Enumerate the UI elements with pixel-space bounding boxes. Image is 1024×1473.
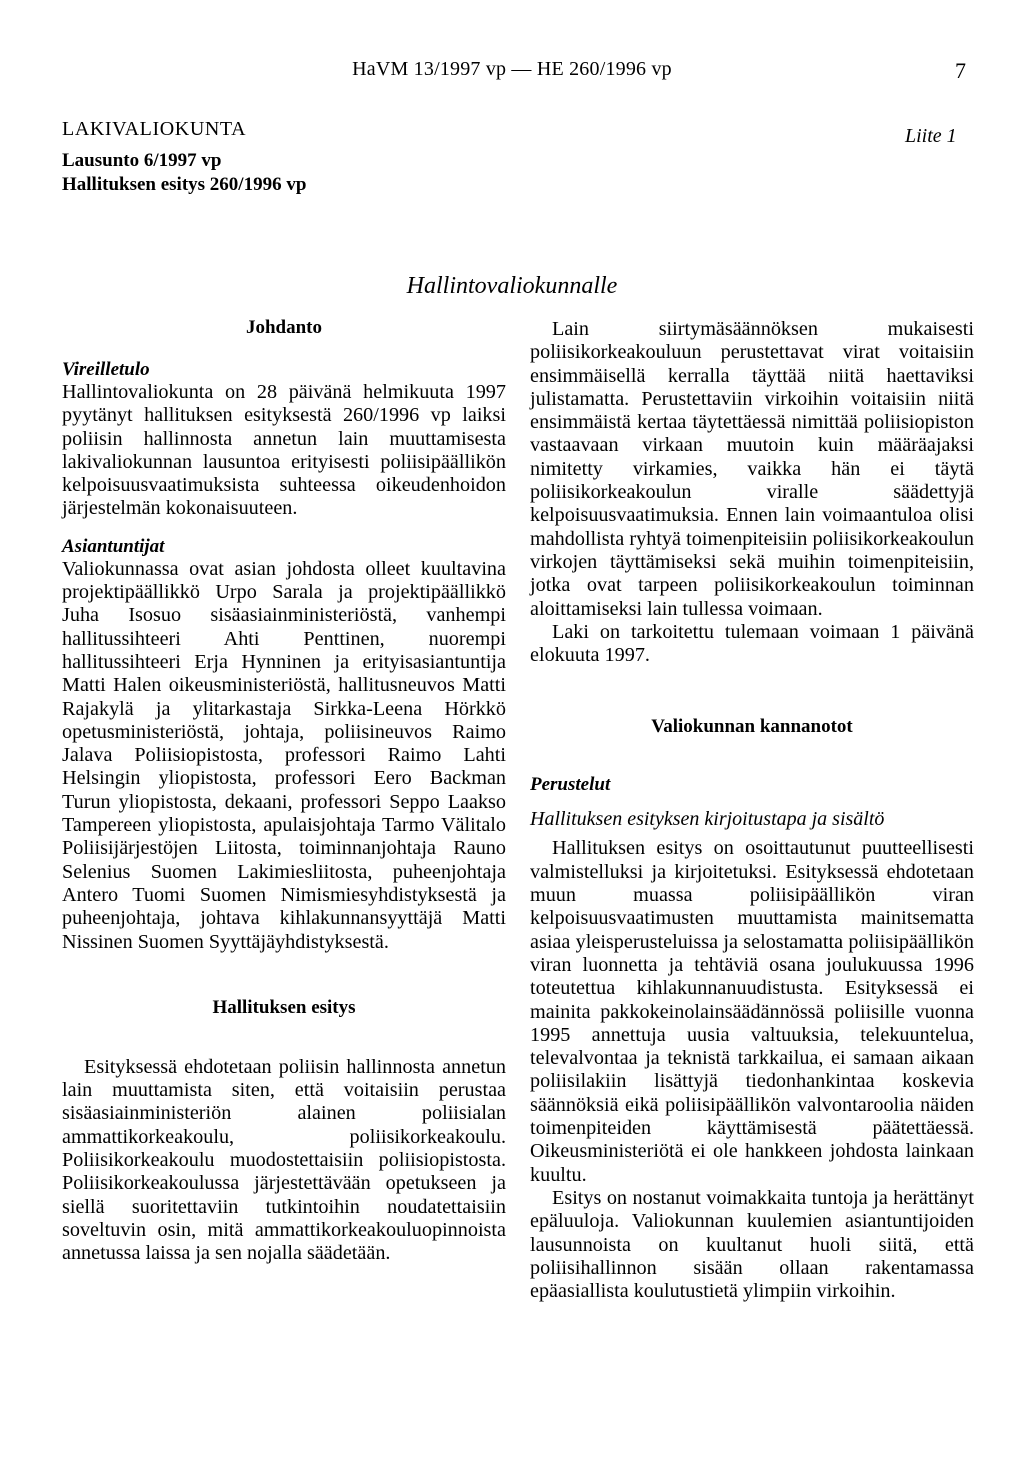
positions-heading: Valiokunnan kannanotot xyxy=(651,716,853,738)
addressee: Hallintovaliokunnalle xyxy=(406,273,618,299)
drafting-heading: Hallituksen esityksen kirjoitustapa ja sisältö xyxy=(530,808,885,831)
drafting-paragraph-1: Hallituksen esitys on osoittautunut puutteellisesti valmistelluksi ja kirjoitetuksi. Esityksessä ehdotetaan muun muassa poliisipäällikön viran kelpoisuusvaatimusten muuttamista mainitsematta asiaa yleisperusteluissa ja selostamatta poliisipäällikön viran luonnetta ja tehtäviä osana joulukuussa 1996 toteutettua kihlakunnanuudistusta. Esityksessä ei mainita pakkokeinolainsäädännössä poliisille vuonna 1995 annettuja uusia valtuuksia, telekuuntelua, televalvontaa ja teknistä tarkkailua, ei samaan aikaan poliisilakiin lisättyjä tiedonhankintaa koskevia säännöksiä eikä poliisipäällikön valvontaroolia näiden toimenpiteiden käyttämisestä päätettäessä. Oikeusministeriötä ei ole hankkeen johdosta lainkaan kuultu. xyxy=(530,837,974,1186)
drafting-paragraph-2: Esitys on nostanut voimakkaita tuntoja ja herättänyt epäluuloja. Valiokunnan kuulemien asiantuntijoiden lausunnoista on kuultanut huoli siitä, että poliisihallinnon sisään ollaan rakentamassa epäasiallista koulutustietä ylimpiin virkoihin. xyxy=(530,1186,974,1303)
perustelut-heading: Perustelut xyxy=(530,774,611,796)
proposal-heading: Hallituksen esitys xyxy=(212,996,356,1018)
intro-heading: Johdanto xyxy=(245,317,323,338)
left-column xyxy=(62,316,506,1266)
experts-paragraph: Valiokunnassa ovat asian johdosta olleet kuultavina projektipäällikkö Urpo Sarala ja projektipäällikkö Juha Isosuo sisäasiainministeriöstä, vanhempi hallitussihteeri Ahti Penttinen, nuorempi hallitussihteeri Erja Hynninen ja erityisasiantuntija Matti Halen oikeusministeriöstä, hallitusneuvos Matti Rajakylä ja ylitarkastaja Sirkka-Leena Hörkkö opetusministeriöstä, johtaja, poliisineuvos Raimo Jalava Poliisiopistosta, professori Raimo Lahti Helsingin yliopistosta, professori Eero Backman Turun yliopistosta, dekaani, professori Seppo Laakso Tampereen yliopistosta, apulaisjohtaja Tarmo Välitalo Poliisijärjestöjen Liitosta, toiminnanjohtaja Rauno Selenius Suomen Lakimiesliitosta, puheenjohtaja Antero Tuomi Suomen Nimismiesyhdistyksestä ja puheenjohtaja, johtava kihlakunnansyyttäjä Matti Nissinen Suomen Syyttäjäyhdistyksestä. xyxy=(62,557,506,953)
vireilletulo-paragraph: Hallintovaliokunta on 28 päivänä helmikuuta 1997 pyytänyt hallituksen esityksestä 260/1996 vp laiksi poliisin hallinnosta annetun lain muuttamisesta lakivaliokunnan lausuntoa erityisesti poliisipäällikön kelpoisuusvaatimuksista suhteessa oikeudenhoidon järjestelmän kokonaisuuteen. xyxy=(62,381,506,520)
transition-paragraph-2: Laki on tarkoitettu tulemaan voimaan 1 päivänä elokuuta 1997. xyxy=(530,620,974,667)
proposal-reference: Hallituksen esitys 260/1996 vp xyxy=(62,174,307,195)
committee-name: LAKIVALIOKUNTA xyxy=(62,118,247,140)
running-header: HaVM 13/1997 vp — HE 260/1996 vp xyxy=(352,58,672,80)
appendix-label: Liite 1 xyxy=(905,125,957,147)
transition-paragraph-1: Lain siirtymäsäännöksen mukaisesti poliisikorkeakouluun perustettavat virat voitaisiin ensimmäisellä kerralla täyttää niitä haettaviksi julistamatta. Perustettaviin virkoihin voitaisiin niitä ensimmäistä kertaa täytettäessä nimittää poliisiopiston vastaavaan virkaan muutoin kuin määräajaksi nimitetty virkamies, vaikka hän ei täytä poliisikorkeakoulun viralle säädettyjä kelpoisuusvaatimuksia. Ennen lain voimaantuloa olisi mahdollista ryhtyä toimenpiteisiin poliisikorkeakoulun virkojen täyttämiseksi sekä muihin toimenpiteisiin, jotka ovat tarpeen poliisikorkeakoulun toiminnan aloittamiseksi lain tullessa voimaan. xyxy=(530,318,974,620)
vireilletulo-heading: Vireilletulo xyxy=(62,359,150,380)
right-column xyxy=(530,318,974,1303)
page-number: 7 xyxy=(955,58,966,83)
experts-heading: Asiantuntijat xyxy=(62,535,165,557)
statement-reference: Lausunto 6/1997 vp xyxy=(62,150,222,171)
proposal-paragraph: Esityksessä ehdotetaan poliisin hallinnosta annetun lain muuttamista siten, että voitaisiin perustaa sisäasiainministeriön alainen poliisialan ammattikorkeakoulu, poliisikorkeakoulu. Poliisikorkeakoulu muodostettaisiin poliisiopistosta. Poliisikorkeakoulussa järjestettävään opetukseen ja siellä suoritettaviin tutkintoihin noudatettaisiin soveltuvin osin, mitä ammattikorkeakouluopinnoista annetussa laissa ja sen nojalla säädetään. xyxy=(62,1055,506,1265)
